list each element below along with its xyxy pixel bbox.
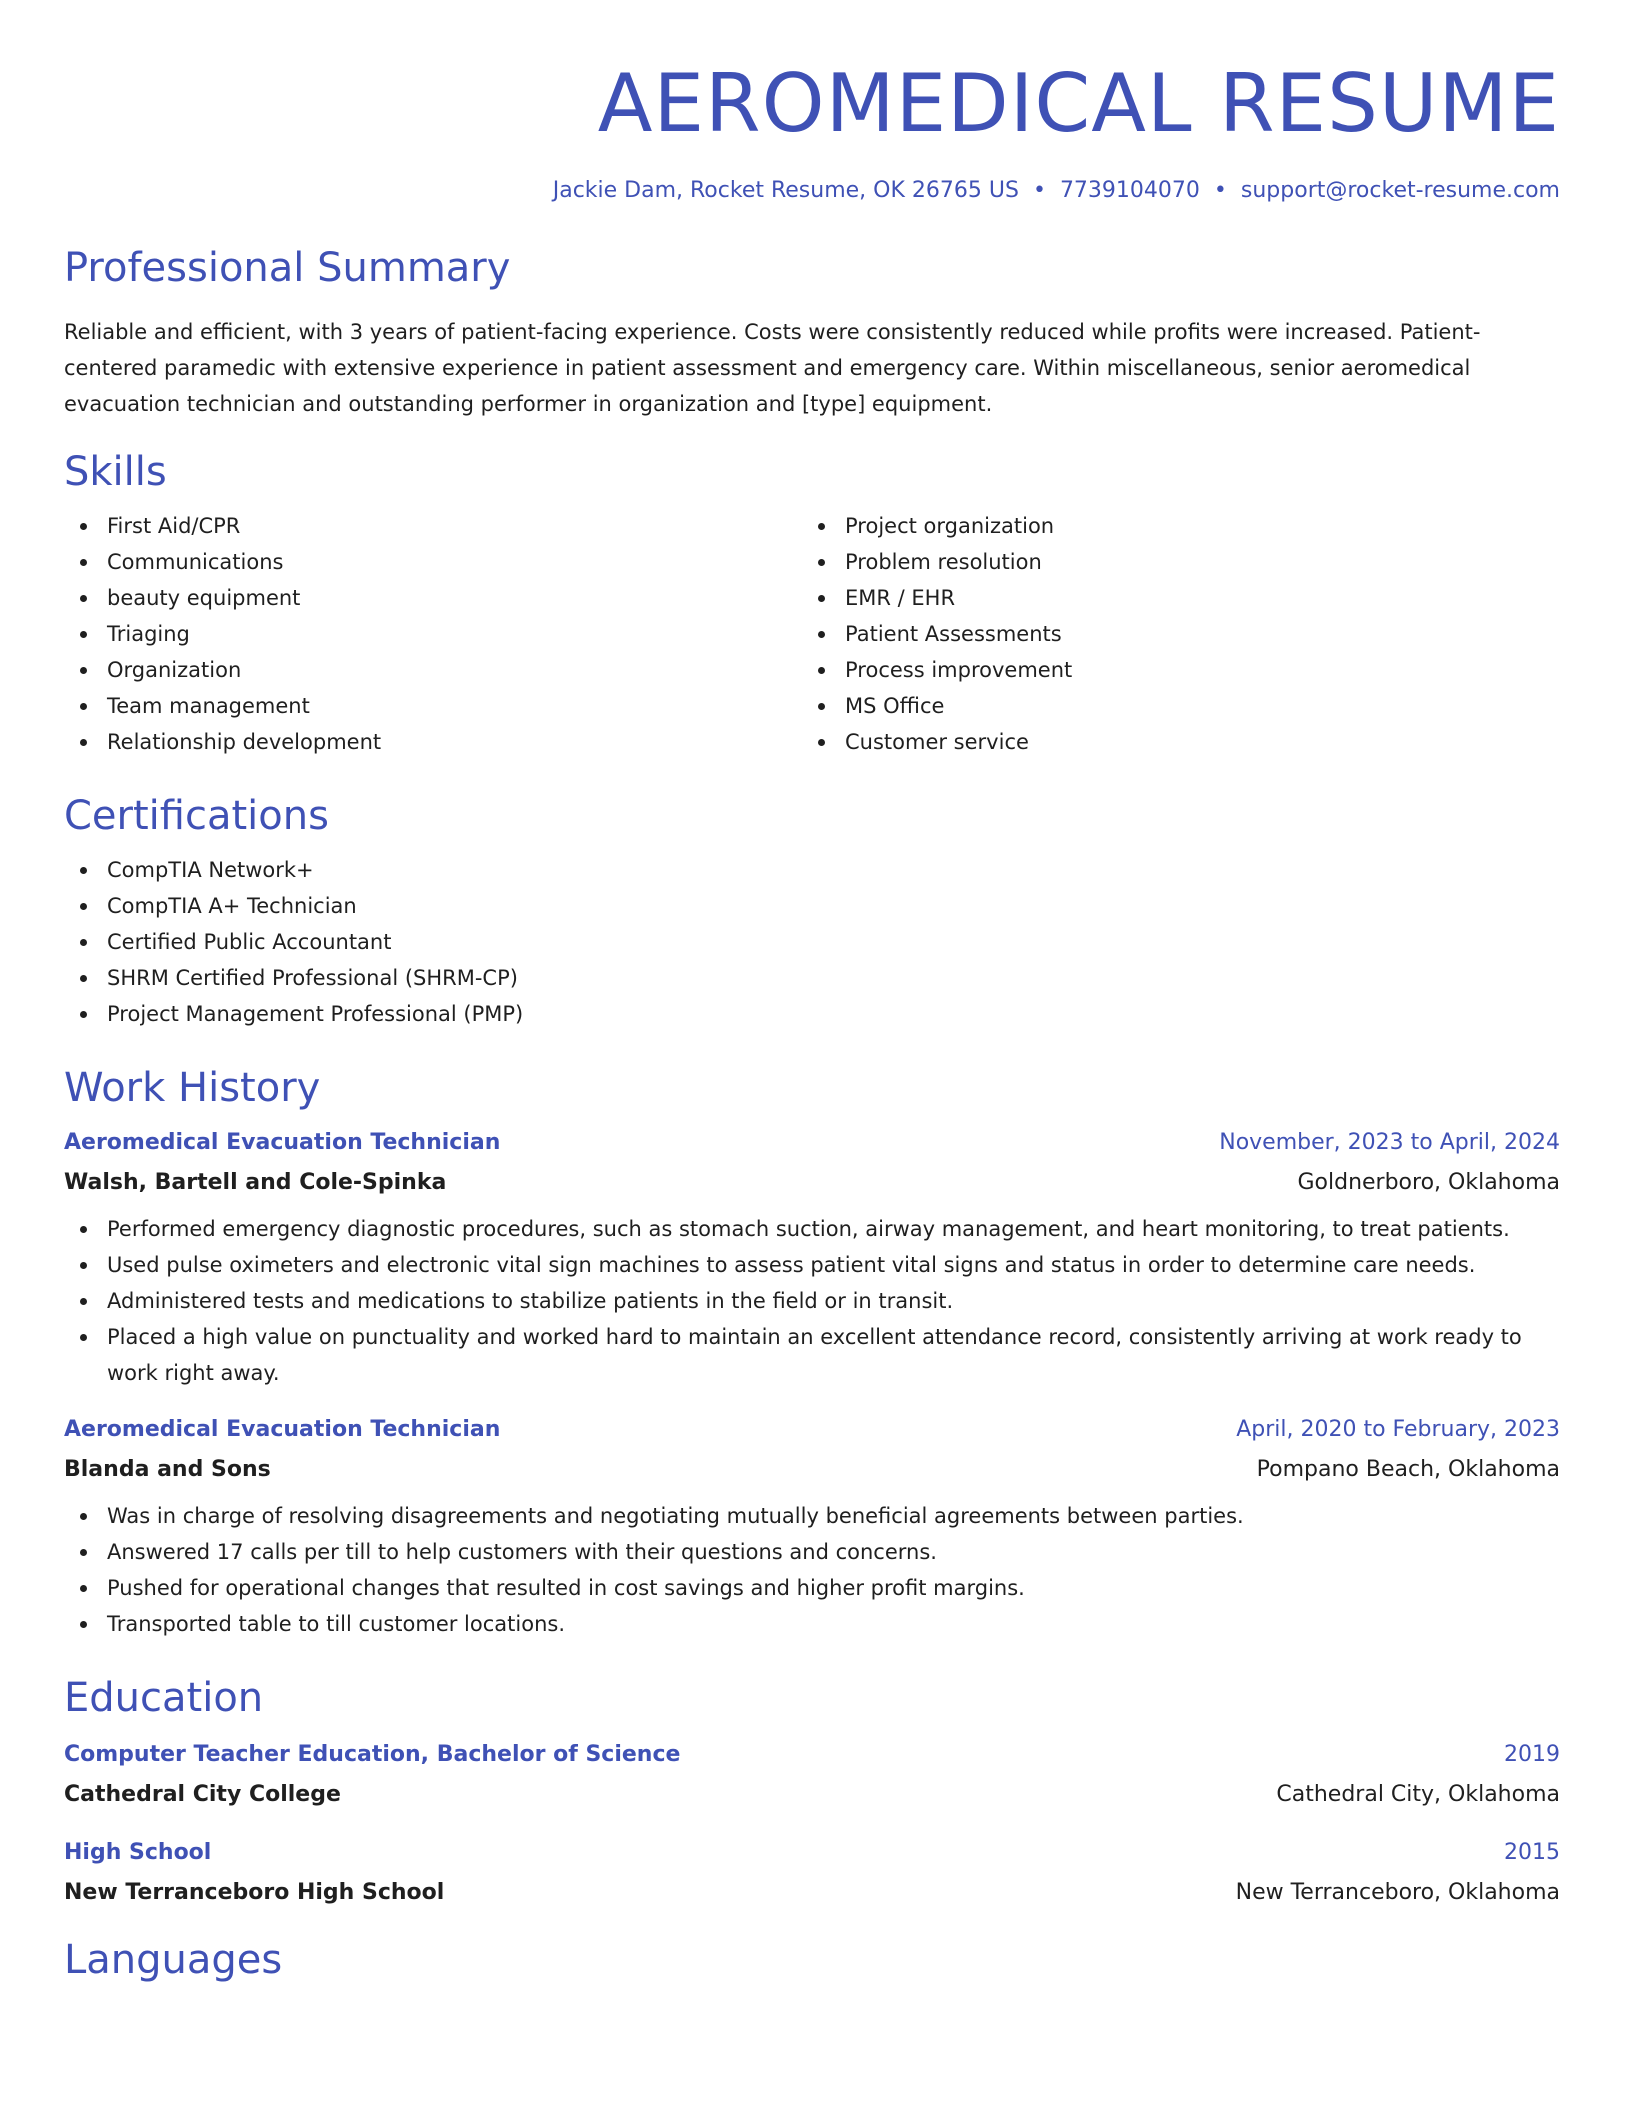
job-bullet: Transported table to till customer locations. [64,1606,1560,1642]
job-entry [64,1419,1560,1642]
resume-page [64,0,1560,1983]
certification-item: Certified Public Accountant [64,924,1560,960]
job-dates: November, 2023 to April, 2024 [1219,1130,1560,1155]
job-bullets [64,1498,1560,1642]
skill-item: EMR / EHR [802,580,1540,616]
skill-item: Organization [64,652,802,688]
education-header [64,1842,1560,1864]
job-location: Goldnerboro, Oklahoma [1297,1170,1560,1195]
job-subheader [64,1459,1560,1481]
contact-phone[interactable]: 7739104070 [1059,178,1200,203]
skill-item: Project organization [802,508,1540,544]
job-entry [64,1132,1560,1391]
job-bullet: Pushed for operational changes that resulted in cost savings and higher profit margins. [64,1570,1560,1606]
job-company: Blanda and Sons [64,1457,271,1482]
contact-separator: • [1213,178,1227,203]
job-bullet: Placed a high value on punctuality and worked hard to maintain an excellent attendance record, consistently arriving at work ready to work right away. [64,1319,1560,1391]
contact-address: Jackie Dam, Rocket Resume, OK 26765 US [552,178,1019,203]
contact-line [64,180,1560,202]
job-bullet: Administered tests and medications to stabilize patients in the field or in transit. [64,1283,1560,1319]
education-entry [64,1744,1560,1806]
certifications-list [64,852,1560,1032]
skill-item: beauty equipment [64,580,802,616]
certifications-heading: Certifications [64,793,329,839]
education-heading: Education [64,1675,264,1721]
skill-item: MS Office [802,688,1540,724]
job-header [64,1419,1560,1441]
skill-item: Patient Assessments [802,616,1540,652]
education-entry [64,1842,1560,1904]
job-company: Walsh, Bartell and Cole-Spinka [64,1170,447,1195]
skill-item: Problem resolution [802,544,1540,580]
resume-title: AEROMEDICAL RESUME [597,57,1560,150]
job-bullets [64,1211,1560,1391]
education-location: Cathedral City, Oklahoma [1276,1782,1560,1807]
skills-heading: Skills [64,449,167,495]
skill-item: Triaging [64,616,802,652]
job-bullet: Was in charge of resolving disagreements and negotiating mutually beneficial agreements between parties. [64,1498,1560,1534]
education-degree: High School [64,1840,212,1865]
education-year: 2015 [1504,1840,1560,1865]
skill-item: First Aid/CPR [64,508,802,544]
languages-heading: Languages [64,1937,283,1983]
contact-separator: • [1032,178,1046,203]
job-subheader [64,1172,1560,1194]
certification-item: SHRM Certified Professional (SHRM-CP) [64,960,1560,996]
education-subheader [64,1882,1560,1904]
certification-item: CompTIA Network+ [64,852,1560,888]
summary-text: Reliable and efficient, with 3 years of patient-facing experience. Costs were consistently reduced while profits were increased. Patient-centered paramedic with extensive experience in patient assessment and emergency care. Within miscellaneous, senior aeromedical evacuation technician and outstanding performer in organization and [type] equipment. [64,320,1481,416]
contact-email[interactable]: support@rocket-resume.com [1240,178,1560,203]
skills-column-left [64,508,802,760]
job-bullet: Performed emergency diagnostic procedures, such as stomach suction, airway management, and heart monitoring, to treat patients. [64,1211,1560,1247]
certification-item: CompTIA A+ Technician [64,888,1560,924]
education-school: New Terranceboro High School [64,1880,445,1905]
certification-item: Project Management Professional (PMP) [64,996,1560,1032]
education-year: 2019 [1504,1742,1560,1767]
job-bullet: Used pulse oximeters and electronic vital sign machines to assess patient vital signs and status in order to determine care needs. [64,1247,1560,1283]
work-history-heading: Work History [64,1065,321,1111]
skills-column-right [802,508,1540,760]
skills-list [64,508,1560,760]
education-degree: Computer Teacher Education, Bachelor of Science [64,1742,681,1767]
job-location: Pompano Beach, Oklahoma [1256,1457,1560,1482]
skill-item: Relationship development [64,724,802,760]
education-subheader [64,1784,1560,1806]
job-bullet: Answered 17 calls per till to help customers with their questions and concerns. [64,1534,1560,1570]
job-title: Aeromedical Evacuation Technician [64,1130,501,1155]
skill-item: Communications [64,544,802,580]
job-title: Aeromedical Evacuation Technician [64,1417,501,1442]
job-dates: April, 2020 to February, 2023 [1236,1417,1560,1442]
education-school: Cathedral City College [64,1782,341,1807]
summary-heading: Professional Summary [64,245,511,291]
skill-item: Customer service [802,724,1540,760]
job-header [64,1132,1560,1154]
skill-item: Team management [64,688,802,724]
education-header [64,1744,1560,1766]
skill-item: Process improvement [802,652,1540,688]
education-location: New Terranceboro, Oklahoma [1235,1880,1560,1905]
